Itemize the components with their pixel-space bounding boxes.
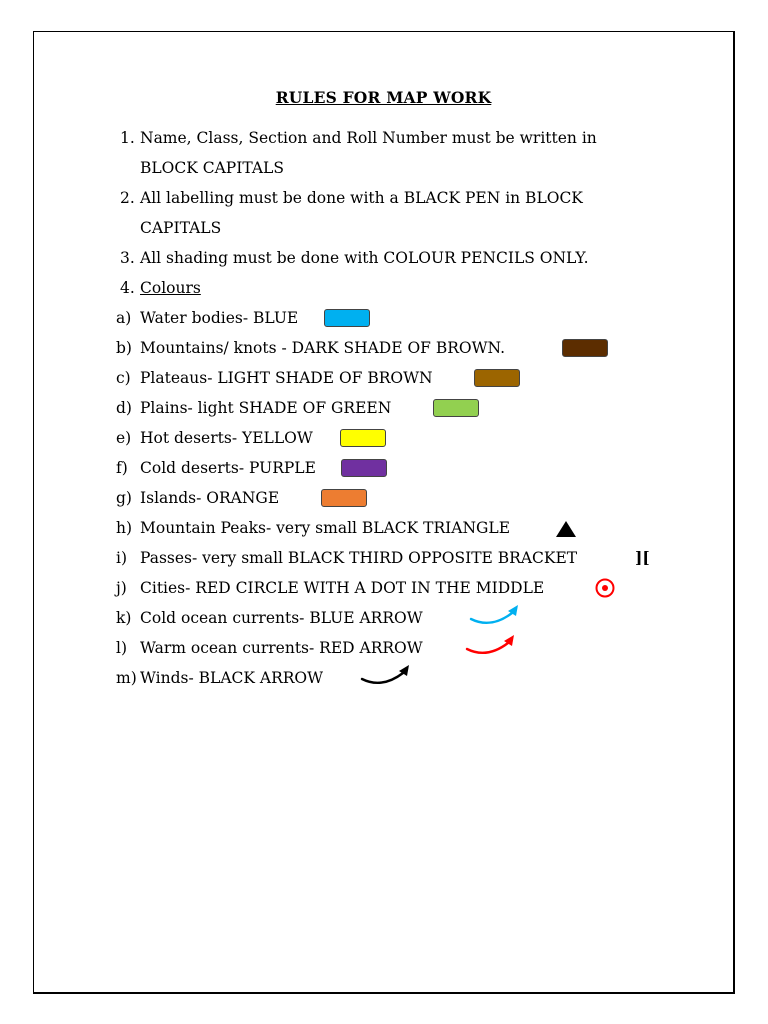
- colour-item-text: Islands- ORANGE: [140, 489, 280, 507]
- light-brown-color-swatch: [474, 369, 520, 387]
- symbol-item-text: Cities- RED CIRCLE WITH A DOT IN THE MIDDLE: [140, 579, 545, 597]
- colour-item-text: Hot deserts- YELLOW: [140, 429, 313, 447]
- list-marker: i): [116, 549, 128, 567]
- colour-item-text: Water bodies- BLUE: [140, 309, 299, 327]
- list-marker: 1.: [120, 129, 135, 147]
- rule-text: BLOCK CAPITALS: [140, 159, 284, 177]
- list-marker: b): [116, 339, 132, 357]
- rule-text: Name, Class, Section and Roll Number must be written in: [140, 129, 597, 147]
- black-triangle-icon: [555, 520, 577, 538]
- orange-color-swatch: [321, 489, 367, 507]
- list-marker: 4.: [120, 279, 135, 297]
- rule-text: All shading must be done with COLOUR PENCILS ONLY.: [140, 249, 589, 267]
- red-curved-arrow-icon: [462, 629, 522, 661]
- red-dotted-circle-icon: [594, 577, 616, 599]
- list-marker: j): [116, 579, 127, 597]
- list-marker: h): [116, 519, 133, 537]
- list-marker: l): [116, 639, 128, 657]
- purple-color-swatch: [341, 459, 387, 477]
- list-marker: g): [116, 489, 132, 507]
- colour-item-text: Plateaus- LIGHT SHADE OF BROWN: [140, 369, 433, 387]
- list-marker: f): [116, 459, 128, 477]
- list-marker: a): [116, 309, 132, 327]
- rule-text: CAPITALS: [140, 219, 222, 237]
- list-marker: c): [116, 369, 131, 387]
- symbol-item-text: Winds- BLACK ARROW: [140, 669, 324, 687]
- list-marker: k): [116, 609, 132, 627]
- colour-item-text: Mountains/ knots - DARK SHADE OF BROWN.: [140, 339, 506, 357]
- blue-color-swatch: [324, 309, 370, 327]
- list-marker: e): [116, 429, 132, 447]
- colour-item-text: Plains- light SHADE OF GREEN: [140, 399, 392, 417]
- symbol-item-text: Cold ocean currents- BLUE ARROW: [140, 609, 423, 627]
- symbol-item-text: Passes- very small BLACK THIRD OPPOSITE BRACKET: [140, 549, 578, 567]
- symbol-item-text: Mountain Peaks- very small BLACK TRIANGLE: [140, 519, 511, 537]
- colour-item-text: Cold deserts- PURPLE: [140, 459, 316, 477]
- rule-text: All labelling must be done with a BLACK PEN in BLOCK: [140, 189, 583, 207]
- list-marker: m): [116, 669, 137, 687]
- blue-curved-arrow-icon: [466, 599, 526, 631]
- document-page: [33, 31, 735, 994]
- page-title: RULES FOR MAP WORK: [275, 88, 492, 107]
- symbol-item-text: Warm ocean currents- RED ARROW: [140, 639, 423, 657]
- dark-brown-color-swatch: [562, 339, 608, 357]
- list-marker: 3.: [120, 249, 135, 267]
- colours-heading: Colours: [140, 279, 201, 297]
- list-marker: d): [116, 399, 132, 417]
- black-curved-arrow-icon: [357, 659, 417, 691]
- yellow-color-swatch: [340, 429, 386, 447]
- green-color-swatch: [433, 399, 479, 417]
- opposite-bracket-symbol: ][: [635, 548, 650, 567]
- list-marker: 2.: [120, 189, 135, 207]
